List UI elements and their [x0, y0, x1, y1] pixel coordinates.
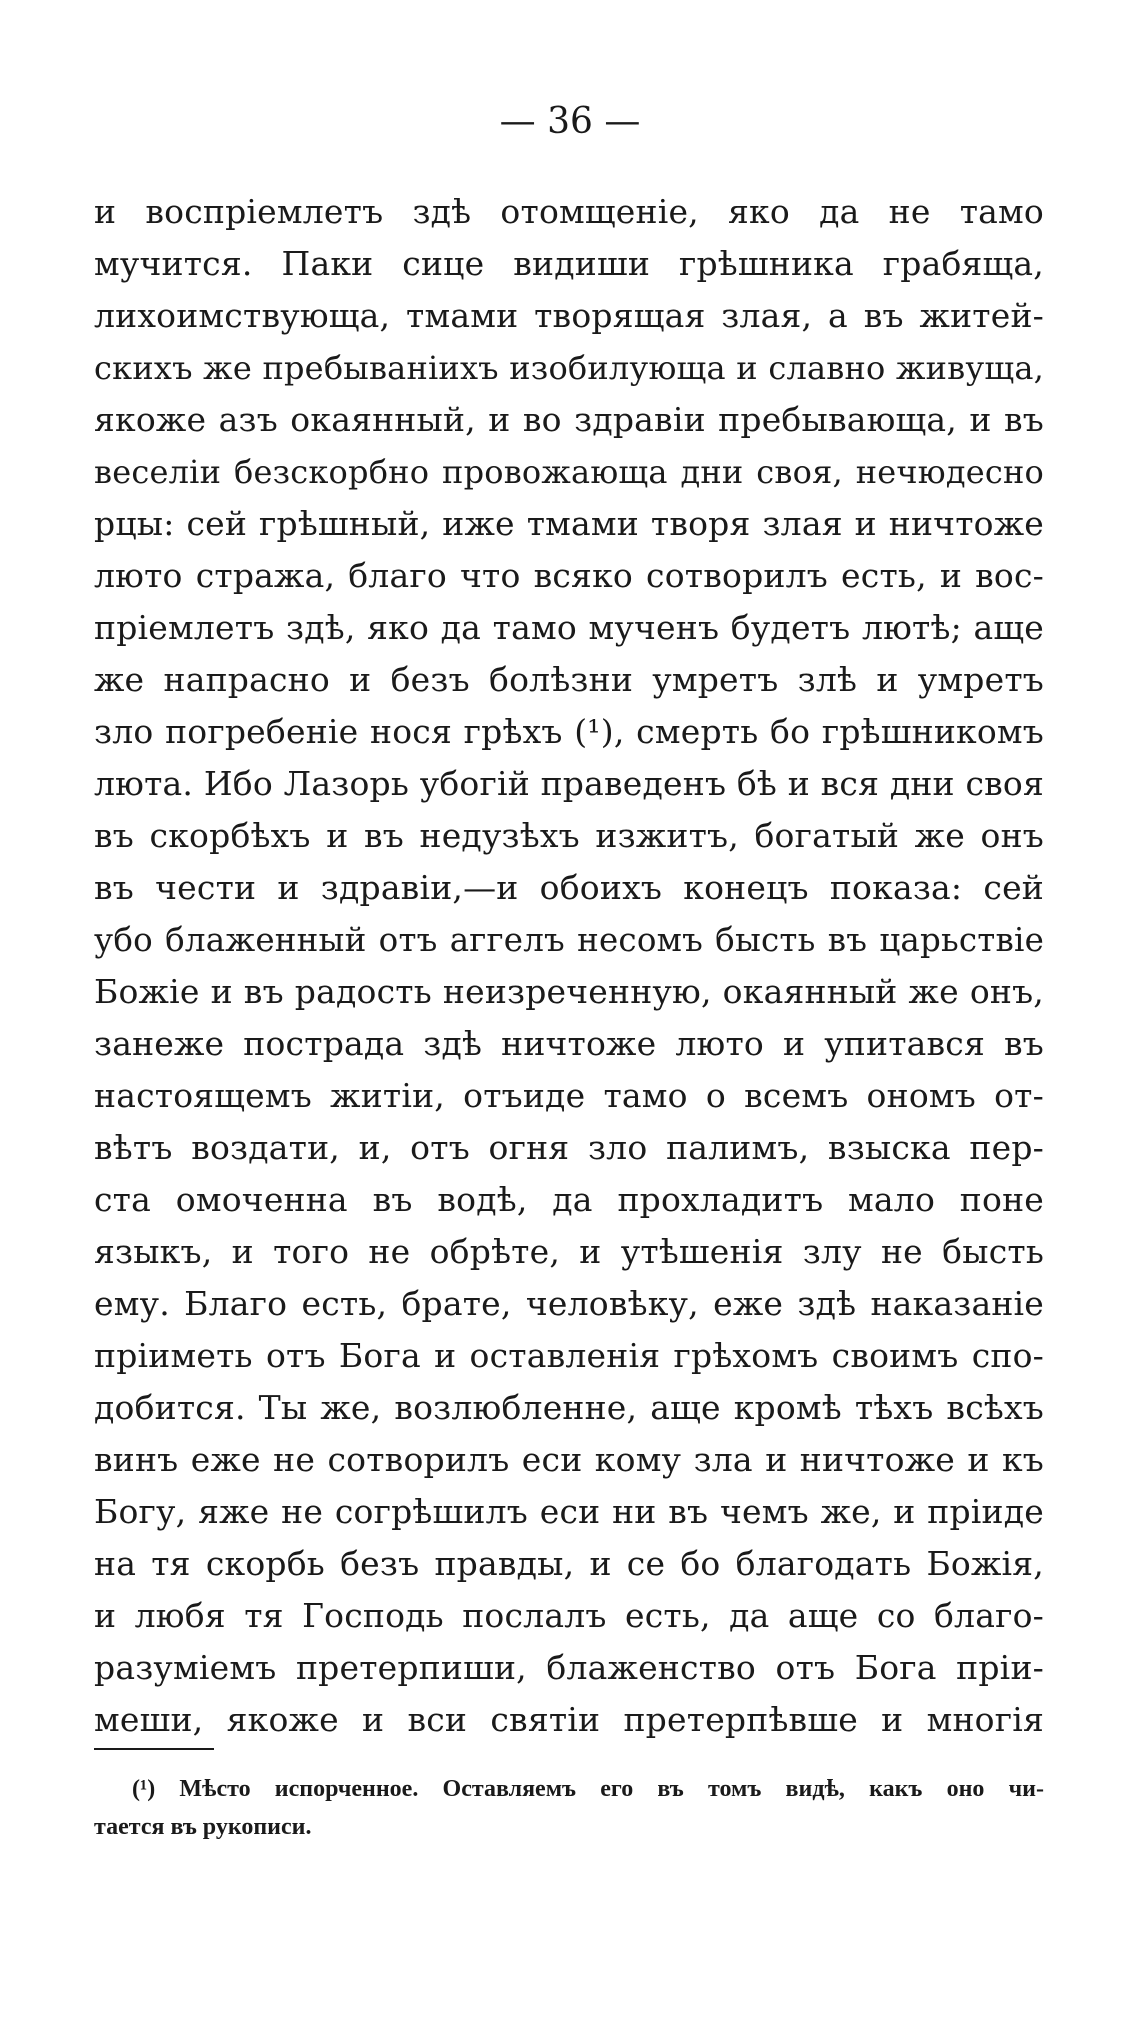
text-line: ему. Благо есть, брате, человѣку, еже здѣ наказаніе	[94, 1284, 1044, 1323]
text-line: въ чести и здравіи,—и обоихъ конецъ показа: сей	[94, 868, 1044, 907]
text-line: въ скорбѣхъ и въ недузѣхъ изжитъ, богатый же онъ	[94, 816, 1044, 855]
text-line: Богу, яже не согрѣшилъ еси ни въ чемъ же, и пріиде	[94, 1492, 1044, 1531]
text-line: настоящемъ житіи, отъиде тамо о всемъ ономъ от-	[94, 1076, 1044, 1115]
text-line: языкъ, и того не обрѣте, и утѣшенія злу не бысть	[94, 1232, 1044, 1271]
text-line: разуміемъ претерпиши, блаженство отъ Бога пріи-	[94, 1648, 1044, 1687]
text-line: вѣтъ воздати, и, отъ огня зло палимъ, взыска пер-	[94, 1128, 1044, 1167]
text-line: Божіе и въ радость неизреченную, окаянный же онъ,	[94, 972, 1044, 1011]
text-line: скихъ же пребываніихъ изобилующа и славно живуща,	[94, 349, 1044, 387]
footnote-line: тается въ рукописи.	[94, 1814, 312, 1840]
text-line: якоже азъ окаянный, и во здравіи пребывающа, и въ	[94, 400, 1044, 439]
text-line: люто стража, благо что всяко сотворилъ есть, и вос-	[94, 556, 1044, 595]
text-line: пріемлетъ здѣ, яко да тамо мученъ будетъ лютѣ; аще	[94, 608, 1044, 647]
text-line: мучится. Паки сице видиши грѣшника грабяща,	[94, 244, 1044, 283]
footnote-line: (¹) Мѣсто испорченное. Оставляемъ его въ томъ видѣ, какъ оно чи-	[132, 1776, 1044, 1802]
text-line: и любя тя Господь послалъ есть, да аще со благо-	[94, 1596, 1044, 1635]
text-line: убо блаженный отъ аггелъ несомъ бысть въ царьствіе	[94, 921, 1044, 959]
text-line: же напрасно и безъ болѣзни умретъ злѣ и умретъ	[94, 660, 1044, 699]
text-line: винъ еже не сотворилъ еси кому зла и ничтоже и къ	[94, 1440, 1044, 1479]
page-number: — 36 —	[499, 101, 641, 142]
body-text	[94, 186, 1044, 1746]
footnote-divider	[94, 1748, 214, 1750]
text-line: люта. Ибо Лазорь убогій праведенъ бѣ и вся дни своя	[94, 764, 1044, 803]
text-line: меши, якоже и вси святіи претерпѣвше и многія	[94, 1700, 1044, 1739]
text-line: лихоимствующа, тмами творящая злая, а въ житей-	[94, 296, 1044, 335]
text-line: добится. Ты же, возлюбленне, аще кромѣ тѣхъ всѣхъ	[94, 1388, 1044, 1427]
text-line: занеже пострада здѣ ничтоже люто и упитався въ	[94, 1024, 1044, 1063]
footnote	[94, 1770, 1044, 1846]
text-line: на тя скорбь безъ правды, и се бо благодать Божія,	[94, 1544, 1044, 1583]
text-line: и воспріемлетъ здѣ отомщеніе, яко да не тамо	[94, 192, 1044, 231]
text-line: веселіи безскорбно провожающа дни своя, нечюдесно	[94, 453, 1044, 491]
text-line: ста омоченна въ водѣ, да прохладитъ мало поне	[94, 1180, 1044, 1219]
text-line: зло погребеніе нося грѣхъ (¹), смерть бо грѣшникомъ	[94, 712, 1044, 751]
text-line: рцы: сей грѣшный, иже тмами творя злая и ничтоже	[94, 504, 1044, 543]
text-line: пріиметь отъ Бога и оставленія грѣхомъ своимъ спо-	[94, 1336, 1044, 1375]
